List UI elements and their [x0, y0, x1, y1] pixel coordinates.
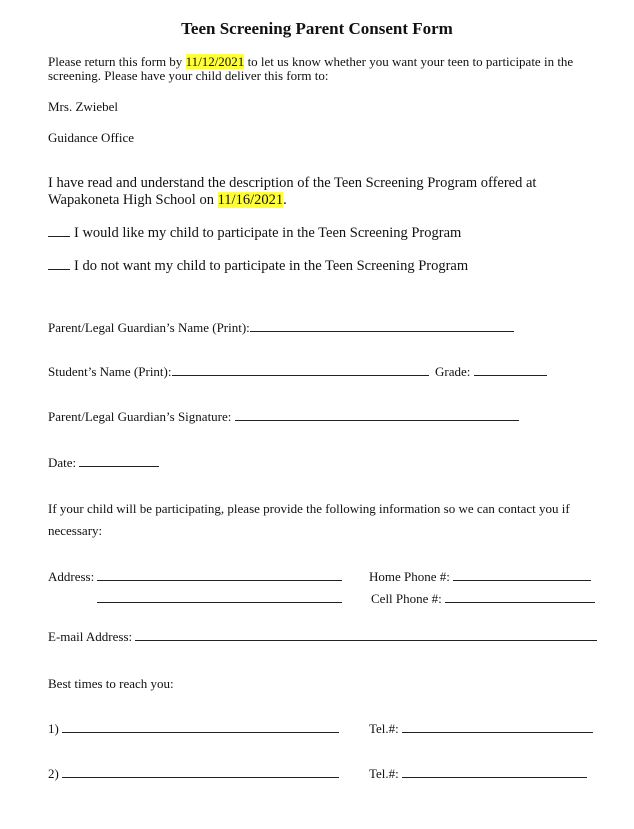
option-participate[interactable]	[48, 225, 461, 242]
date-label: Date:	[48, 455, 77, 470]
tel-row-1-label: Tel.#:	[369, 721, 399, 736]
option-not-participate[interactable]	[48, 258, 468, 275]
email-label: E-mail Address:	[48, 629, 133, 644]
time-row-2-line[interactable]	[62, 766, 339, 778]
date-line[interactable]	[79, 455, 159, 467]
grade-line[interactable]	[474, 364, 547, 376]
address-line-1[interactable]	[97, 569, 342, 581]
guardian-name-row	[48, 320, 514, 336]
time-row-1	[48, 721, 339, 737]
student-name-label: Student’s Name (Print):	[48, 364, 172, 379]
date-row	[48, 455, 159, 471]
tel-row-2-line[interactable]	[402, 766, 587, 778]
tel-row-1	[369, 721, 593, 737]
address-line-2[interactable]	[97, 591, 342, 603]
student-name-row	[48, 364, 429, 380]
statement-line-2	[48, 192, 287, 209]
tel-row-2-label: Tel.#:	[369, 766, 399, 781]
tel-row-2	[369, 766, 587, 782]
student-name-line[interactable]	[172, 364, 429, 376]
address-label: Address:	[48, 569, 95, 584]
best-times-label: Best times to reach you:	[48, 676, 174, 691]
cell-phone-row	[371, 591, 595, 607]
option-participate-label: I would like my child to participate in the Teen Screening Program	[74, 225, 462, 241]
time-row-1-line[interactable]	[62, 721, 339, 733]
statement-text-before: Wapakoneta High School on	[48, 192, 214, 208]
address-row-2	[97, 591, 342, 607]
signature-row	[48, 409, 519, 425]
recipient-name: Mrs. Zwiebel	[48, 99, 119, 114]
signature-line[interactable]	[235, 409, 519, 421]
guardian-name-label: Parent/Legal Guardian’s Name (Print):	[48, 320, 250, 335]
statement-line-1: I have read and understand the description of the Teen Screening Program offered at	[48, 175, 537, 191]
time-row-2	[48, 766, 339, 782]
grade-label: Grade:	[435, 364, 471, 379]
program-date: 11/16/2021	[217, 192, 284, 208]
cell-phone-line[interactable]	[445, 591, 595, 603]
guardian-name-line[interactable]	[250, 320, 514, 332]
signature-label: Parent/Legal Guardian’s Signature:	[48, 409, 232, 424]
home-phone-row	[369, 569, 591, 585]
intro-text-after: to let us know whether you want your teen to participate in the	[247, 54, 574, 69]
cell-phone-label: Cell Phone #:	[371, 591, 442, 606]
time-row-1-label: 1)	[48, 721, 59, 736]
intro-text-before: Please return this form by	[48, 54, 183, 69]
option-not-participate-label: I do not want my child to participate in the Teen Screening Program	[74, 258, 469, 274]
address-row	[48, 569, 342, 585]
grade-row	[435, 364, 547, 380]
home-phone-line[interactable]	[453, 569, 591, 581]
tel-row-1-line[interactable]	[402, 721, 593, 733]
intro-line-2: screening. Please have your child deliver this form to:	[48, 68, 329, 83]
time-row-2-label: 2)	[48, 766, 59, 781]
home-phone-label: Home Phone #:	[369, 569, 450, 584]
statement-period: .	[283, 192, 287, 208]
contact-intro-line-1: If your child will be participating, please provide the following information so we can contact you if	[48, 501, 570, 516]
return-date: 11/12/2021	[185, 54, 245, 69]
not-participate-checkbox-blank[interactable]	[48, 258, 70, 270]
recipient-office: Guidance Office	[48, 130, 135, 145]
contact-intro-line-2: necessary:	[48, 523, 103, 538]
form-title: Teen Screening Parent Consent Form	[181, 19, 453, 38]
email-row	[48, 629, 597, 645]
email-line[interactable]	[135, 629, 597, 641]
participate-checkbox-blank[interactable]	[48, 225, 70, 237]
